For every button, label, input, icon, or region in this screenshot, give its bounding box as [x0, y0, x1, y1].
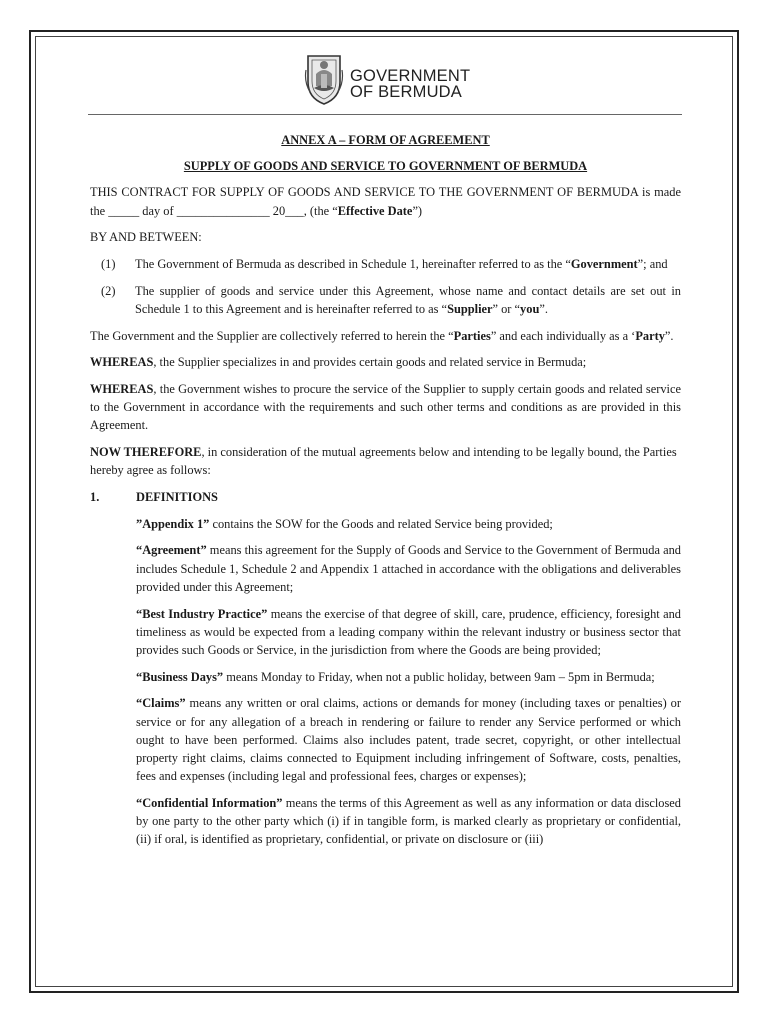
party-number: (1): [101, 257, 116, 272]
document-body: [90, 131, 681, 857]
definition-text: contains the SOW for the Goods and related Service being provided;: [209, 516, 553, 531]
definition-item: [90, 515, 681, 533]
party-text-mid: ” or “: [492, 301, 521, 316]
party-term: Party: [635, 328, 665, 343]
contract-text: THIS CONTRACT FOR SUPPLY OF GOODS AND SERVICE TO THE GOVERNMENT OF BERMUDA is made the _____ day of _______________ 20___, (the “: [90, 185, 681, 218]
definition-term: “Agreement”: [136, 543, 207, 558]
now-therefore-term: NOW THEREFORE: [90, 445, 202, 460]
party-item-1: [90, 255, 681, 273]
document-header: [88, 52, 682, 115]
between-line: BY AND BETWEEN:: [90, 230, 202, 245]
collective-text-end: ”.: [664, 328, 674, 343]
party-term: Government: [570, 257, 638, 272]
intro-block: [90, 183, 681, 246]
contract-text-end: ”): [412, 203, 423, 218]
collective-text: The Government and the Supplier are collectively referred to herein the “: [90, 328, 454, 343]
party-term: Supplier: [447, 301, 493, 316]
effective-date-term: Effective Date: [337, 203, 413, 218]
whereas-paragraph-2: [90, 380, 681, 435]
party-text: The Government of Bermuda as described in Schedule 1, hereinafter referred to as the “: [135, 257, 571, 272]
definition-text: means this agreement for the Supply of Goods and Service to the Government of Bermuda and includes Schedule 1, Schedule 2 and Appendix 1 attached in accordance with the obligations and deliverables provided under this Agreement;: [136, 543, 681, 594]
definition-item: [90, 694, 681, 785]
now-therefore-text: , in consideration of the mutual agreements below and intending to be legally bound, the Parties hereby agree as follows:: [90, 445, 677, 478]
collective-paragraph: [90, 327, 681, 345]
definition-item: [90, 541, 681, 596]
supply-title: SUPPLY OF GOODS AND SERVICE TO GOVERNMENT OF BERMUDA: [183, 159, 588, 174]
collective-text-mid: ” and each individually as a ‘: [490, 328, 636, 343]
government-wordmark: [350, 68, 470, 100]
party-item-2: [90, 282, 681, 318]
definition-term: “Claims”: [136, 696, 186, 711]
parties-term: Parties: [453, 328, 491, 343]
now-therefore-paragraph: [90, 443, 681, 479]
definition-term: “Business Days”: [136, 669, 224, 684]
definition-term: “Confidential Information”: [136, 795, 283, 810]
party-number: (2): [101, 283, 116, 298]
wordmark-line-1: GOVERNMENT: [350, 67, 471, 85]
definition-item: [90, 794, 681, 849]
definition-text: means Monday to Friday, when not a public holiday, between 9am – 5pm in Bermuda;: [223, 669, 655, 684]
wordmark-line-2: OF BERMUDA: [350, 83, 463, 101]
definition-item: [90, 668, 681, 686]
section-heading-definitions: [90, 488, 681, 506]
whereas-term: WHEREAS: [90, 382, 154, 397]
contract-paragraph: [90, 183, 681, 219]
annex-title: ANNEX A – FORM OF AGREEMENT: [281, 133, 490, 147]
definition-text: means the terms of this Agreement as well as any information or data disclosed by one party to the other party which (i) if in tangible form, is marked clearly as proprietary or confidential, (ii) if oral, is identified as proprietary, confidential, or private on disclosure or (iii): [136, 795, 681, 847]
party-term-2: you: [520, 301, 540, 316]
party-text: The supplier of goods and service under this Agreement, whose name and contact details are set out in Schedule 1 to this Agreement and is hereinafter referred to as “: [135, 283, 681, 316]
whereas-term: WHEREAS: [90, 355, 154, 370]
section-number: 1.: [90, 490, 100, 505]
bermuda-crest-icon: [304, 52, 344, 107]
whereas-text: , the Supplier specializes in and provides certain goods and related service in Bermuda;: [153, 355, 587, 370]
definition-term: ”Appendix 1”: [136, 516, 210, 531]
whereas-text: , the Government wishes to procure the service of the Supplier to supply certain goods and related service to the Government in accordance with the requirements and such other terms and conditions as are provided in this Agreement.: [90, 382, 681, 433]
definition-text: means any written or oral claims, actions or demands for money (including taxes or penalties) or service or for any allegation of a breach in rendering or failure to render any Service performed or which ought to have been performed. Claims also includes patent, trade secret, copyright, or other intellectual property right claims, claims connected to Equipment including infringement of Software, costs, penalties, fees and expenses (including legal and professional fees, charges or expenses);: [136, 696, 681, 784]
party-text-end: ”.: [539, 301, 548, 316]
whereas-paragraph-1: [90, 353, 681, 371]
definition-term: “Best Industry Practice”: [136, 606, 268, 621]
definition-text: means the exercise of that degree of skill, care, prudence, efficiency, foresight and timeliness as would be expected from a leading company within the relevant industry or business sector that provides such Goods or Service, in the jurisdiction from where the Goods are being provided;: [136, 606, 681, 657]
section-title: DEFINITIONS: [136, 490, 218, 505]
definition-item: [90, 605, 681, 660]
party-text-end: ”; and: [637, 257, 668, 272]
